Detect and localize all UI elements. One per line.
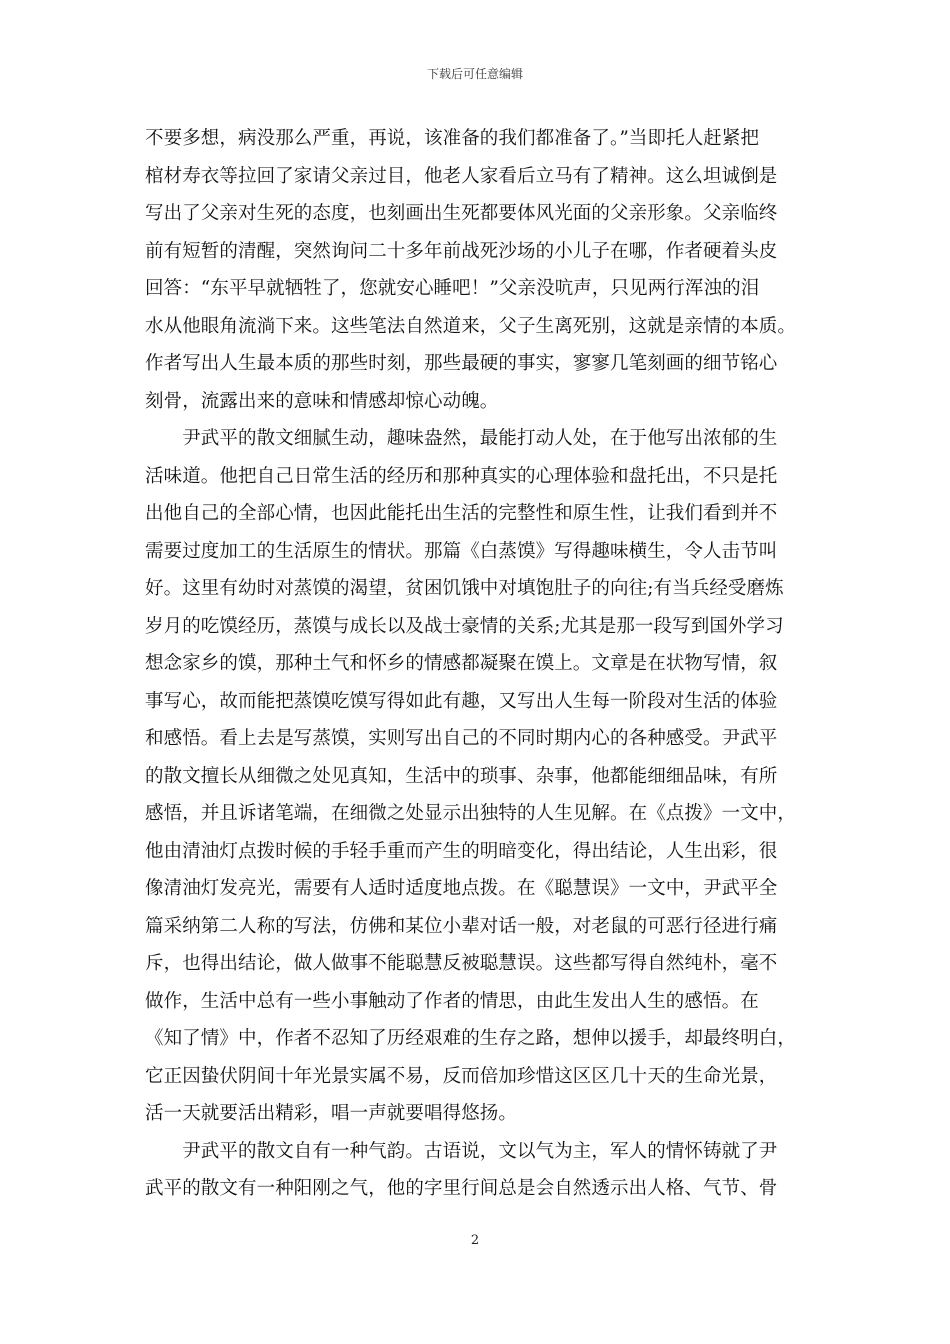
text-line: 武平的散文有一种阳刚之气，他的字里行间总是会自然透示出人格、气节、骨	[145, 1178, 778, 1199]
text-line: 他由清油灯点拨时候的手轻手重而产生的明暗变化，得出结论，人生出彩，很	[145, 840, 778, 862]
text-line: 作者写出人生最本质的那些时刻，那些最硬的事实，寥寥几笔刻画的细节铭心	[145, 353, 778, 374]
text-line: 刻骨，流露出来的意味和情感却惊心动魄。	[145, 390, 499, 412]
text-line: 感悟，并且诉诸笔端，在细微之处显示出独特的人生见解。在《点拨》一文中，	[145, 803, 797, 824]
text-line: 好。这里有幼时对蒸馍的渴望，贫困饥饿中对填饱肚子的向往;有当兵经受磨炼	[145, 578, 784, 599]
text-line: 的散文擅长从细微之处见真知，生活中的琐事、杂事，他都能细细品味，有所	[145, 765, 778, 787]
text-line: 斥，也得出结论，做人做事不能聪慧反被聪慧误。这些都写得自然纯朴，毫不	[145, 953, 778, 974]
text-line: 水从他眼角流淌下来。这些笔法自然道来，父子生离死别，这就是亲情的本质。	[145, 315, 797, 337]
text-line: 想念家乡的馍，那种土气和怀乡的情感都凝聚在馍上。文章是在状物写情，叙	[145, 653, 778, 674]
text-line: 棺材寿衣等拉回了家请父亲过目，他老人家看后立马有了精神。这么坦诚倒是	[145, 165, 778, 187]
text-line: 尹武平的散文细腻生动，趣味盎然，最能打动人处，在于他写出浓郁的生	[145, 428, 778, 449]
page-number: 2	[470, 1233, 480, 1248]
text-line: 和感悟。看上去是写蒸馍，实则写出自己的不同时期内心的各种感受。尹武平	[145, 728, 778, 749]
text-line: 需要过度加工的生活原生的情状。那篇《白蒸馍》写得趣味横生，令人击节叫	[145, 540, 778, 562]
text-line: 前有短暂的清醒，突然询问二十多年前战死沙场的小儿子在哪，作者硬着头皮	[145, 240, 778, 262]
text-line: 它正因蛰伏阴间十年光景实属不易，反而倍加珍惜这区区几十天的生命光景，	[145, 1065, 778, 1087]
text-line: 篇采纳第二人称的写法，仿佛和某位小辈对话一般，对老鼠的可恶行径进行痛	[145, 915, 778, 937]
text-line: 活味道。他把自己日常生活的经历和那种真实的心理体验和盘托出，不只是托	[145, 465, 778, 487]
page-header: 下载后可任意编辑	[426, 67, 523, 81]
document-body	[145, 120, 825, 1208]
text-line: 事写心，故而能把蒸馍吃馍写得如此有趣，又写出人生每一阶段对生活的体验	[145, 690, 778, 712]
text-line: 写出了父亲对生死的态度，也刻画出生死都要体风光面的父亲形象。父亲临终	[145, 203, 778, 224]
text-line: 回答：“东平早就牺牲了，您就安心睡吧！”父亲没吭声，只见两行浑浊的泪	[145, 278, 760, 299]
text-line: 《知了情》中，作者不忍知了历经艰难的生存之路，想伸以援手，却最终明白，	[145, 1028, 797, 1049]
text-line: 出他自己的全部心情，也因此能托出生活的完整性和原生性，让我们看到并不	[145, 503, 778, 524]
text-line: 岁月的吃馍经历，蒸馍与成长以及战士豪情的关系;尤其是那一段写到国外学习	[145, 615, 784, 637]
text-line: 尹武平的散文自有一种气韵。古语说，文以气为主，军人的情怀铸就了尹	[145, 1140, 778, 1162]
text-line: 做作，生活中总有一些小事触动了作者的情思，由此生发出人生的感悟。在	[145, 990, 759, 1012]
text-line: 不要多想，病没那么严重，再说，该准备的我们都准备了。”当即托人赶紧把	[145, 128, 760, 149]
text-line: 像清油灯发亮光，需要有人适时适度地点拨。在《聪慧误》一文中，尹武平全	[145, 878, 778, 899]
text-line: 活一天就要活出精彩，唱一声就要唱得悠扬。	[145, 1103, 518, 1124]
